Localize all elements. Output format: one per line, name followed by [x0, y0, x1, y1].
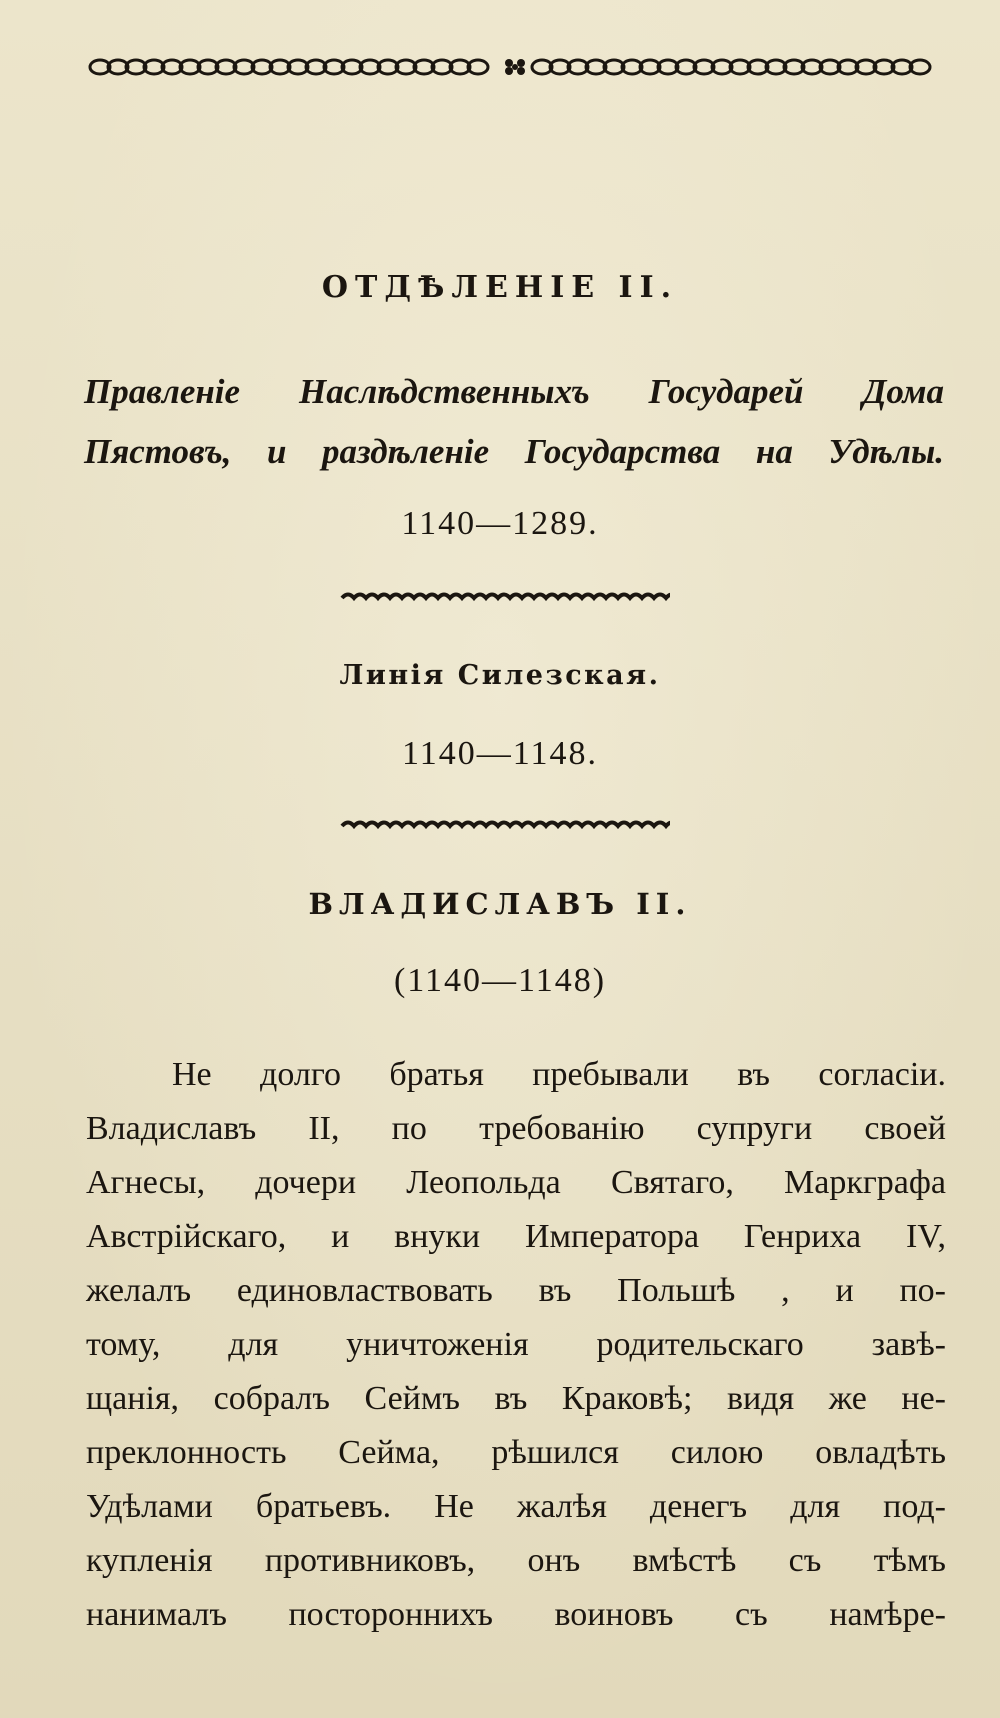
body-line: преклонность Сейма, рѣшился силою овладѣть: [86, 1434, 946, 1471]
body-line: Не долго братья пребывали въ согласіи.: [172, 1056, 946, 1093]
section-years: 1140—1289.: [401, 505, 599, 542]
body-line: Владиславъ II, по требованію супруги своей: [86, 1110, 946, 1147]
ruler-title: ВЛАДИСЛАВЪ II.: [308, 887, 692, 921]
section-subtitle-line-2: Пястовъ, и раздѣленіе Государства на Удѣлы.: [84, 432, 944, 471]
body-line: тому, для уничтоженія родительскаго завѣ-: [86, 1326, 946, 1363]
section-title: ОТДѢЛЕНІЕ II.: [321, 270, 679, 305]
body-line: купленія противниковъ, онъ вмѣстѣ съ тѣмъ: [86, 1542, 946, 1579]
line-title: Линія Силезская.: [339, 660, 661, 691]
top-ornament-border: [88, 54, 942, 80]
ruler-years: (1140—1148): [393, 962, 607, 999]
body-paragraph: [86, 1048, 946, 1642]
wave-divider: [340, 590, 670, 606]
line-years: 1140—1148.: [402, 735, 598, 772]
body-line: Австрійскаго, и внуки Императора Генриха IV,: [86, 1218, 946, 1255]
wave-divider: [340, 818, 670, 834]
body-line: желалъ единовластвовать въ Польшѣ , и по-: [86, 1272, 946, 1309]
body-line: нанималъ постороннихъ воиновъ съ намѣре-: [86, 1596, 946, 1633]
section-subtitle-line-1: Правленіе Наслѣдственныхъ Государей Дома: [84, 372, 944, 411]
body-line: Агнесы, дочери Леопольда Святаго, Маркграфа: [86, 1164, 946, 1201]
body-line: щанія, собралъ Сеймъ въ Краковѣ; видя же не-: [86, 1380, 946, 1417]
body-line: Удѣлами братьевъ. Не жалѣя денегъ для под-: [86, 1488, 946, 1525]
